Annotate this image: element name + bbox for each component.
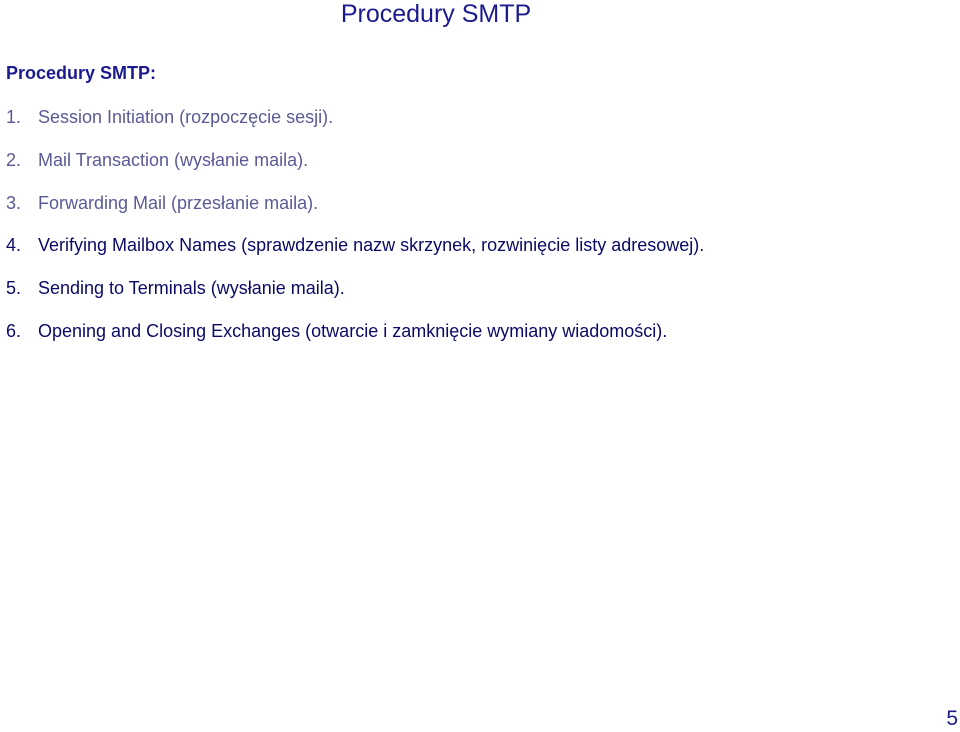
list-item	[6, 320, 704, 363]
step-number: 3.	[6, 192, 22, 213]
list-item	[6, 106, 704, 149]
step-text: Sending to Terminals (wysłanie maila).	[38, 278, 345, 299]
step-number: 6.	[6, 320, 22, 341]
step-number: 2.	[6, 149, 22, 170]
list-item	[6, 192, 704, 235]
step-text: Forwarding Mail (przesłanie maila).	[38, 192, 319, 213]
page-number: 5	[946, 707, 958, 730]
step-number: 4.	[6, 235, 22, 256]
steps-list	[6, 106, 704, 363]
list-item	[6, 277, 704, 320]
step-number: 5.	[6, 278, 22, 299]
step-text: Opening and Closing Exchanges (otwarcie i zamknięcie wymiany wiadomości).	[38, 320, 668, 341]
list-item	[6, 149, 704, 192]
list-item	[6, 234, 704, 277]
step-text: Mail Transaction (wysłanie maila).	[38, 149, 309, 170]
step-number: 1.	[6, 107, 22, 127]
section-heading: Procedury SMTP:	[6, 63, 157, 83]
slide-title: Procedury SMTP	[340, 0, 532, 28]
step-text: Verifying Mailbox Names (sprawdzenie nazw skrzynek, rozwinięcie listy adresowej).	[38, 235, 705, 256]
step-text: Session Initiation (rozpoczęcie sesji).	[38, 107, 334, 127]
